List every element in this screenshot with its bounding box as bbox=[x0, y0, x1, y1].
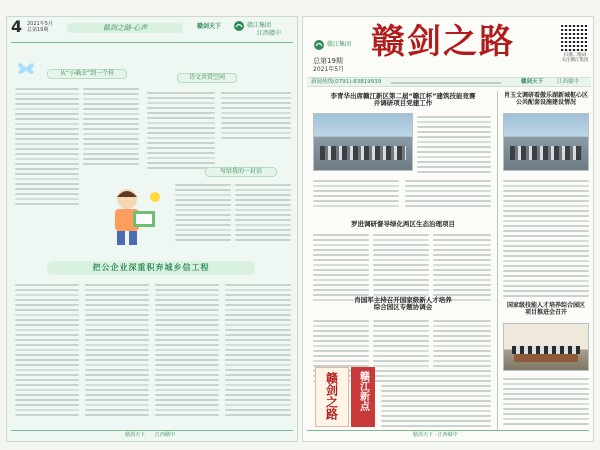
article-4-col-4 bbox=[225, 281, 291, 419]
header-rule bbox=[11, 42, 293, 43]
section-title-3: 写给我的一封信 bbox=[219, 167, 262, 175]
issue-date: 2021年5月 bbox=[313, 66, 345, 73]
right-company-logo bbox=[313, 39, 351, 51]
article-4-col-3 bbox=[155, 281, 219, 419]
article-1-col-2 bbox=[83, 85, 139, 168]
issue-info: 2021年5月 总第19期 bbox=[27, 21, 53, 33]
header-brand-left: 赣剑天下 bbox=[197, 23, 222, 30]
side-stamp-2-box bbox=[351, 367, 375, 427]
section-title-1-banner bbox=[47, 69, 127, 79]
headline-4: 肖国军主持召开国家级新人才培养 综合园区专题协调会 bbox=[354, 296, 452, 312]
article-3-col-2 bbox=[235, 181, 291, 244]
section-title-1: 从“小确幸”到一个样 bbox=[59, 69, 115, 77]
photo-2 bbox=[503, 113, 589, 171]
masthead-title: 赣剑之路 bbox=[371, 22, 515, 62]
article-r3-col-3 bbox=[433, 231, 491, 304]
hotline-bar bbox=[307, 77, 591, 87]
section-title-3-banner bbox=[205, 167, 277, 177]
company-logo-icon bbox=[233, 20, 245, 32]
photo-3 bbox=[503, 323, 589, 371]
article-r3-col-1 bbox=[313, 231, 369, 304]
article-4-col-2 bbox=[85, 281, 149, 419]
header-slogan-banner bbox=[67, 23, 183, 33]
article-1-col-1 bbox=[15, 85, 79, 208]
headline-3: 罗进调研督导绿化两区生态治理项目 bbox=[351, 220, 455, 228]
side-stamp-2: 赣江新点 bbox=[357, 371, 369, 411]
right-page bbox=[302, 16, 594, 442]
article-2-col-2 bbox=[221, 89, 291, 142]
child-reading-illustration bbox=[103, 185, 165, 251]
section-title-2: 诗文共赏空间 bbox=[188, 73, 225, 81]
right-footer-rule bbox=[307, 430, 589, 431]
child-reading-icon bbox=[103, 185, 165, 251]
slogan-left: 赣剑天下 bbox=[521, 79, 544, 85]
left-page bbox=[6, 16, 298, 442]
company-logo-icon bbox=[313, 39, 325, 51]
article-r3-col-2 bbox=[373, 231, 429, 304]
left-footer-brand-left: 赣剑天下 bbox=[125, 432, 146, 439]
article-r1-col-2 bbox=[313, 177, 399, 210]
headline-5: 国家级技能人才培养综合园区 项目推进会召开 bbox=[506, 302, 585, 316]
article-2-col-1 bbox=[147, 89, 215, 172]
issue-number: 总第19期 bbox=[313, 57, 343, 65]
right-company-logo-text: 赣江集团 bbox=[327, 40, 352, 48]
photo-1 bbox=[313, 113, 413, 171]
slogan-right: 江西赣中 bbox=[557, 79, 580, 85]
side-stamp-1: 赣剑之路 bbox=[324, 372, 339, 420]
section-title-2-banner bbox=[177, 73, 237, 83]
main-banner bbox=[47, 261, 255, 275]
butterfly-icon bbox=[15, 59, 37, 77]
side-stamp-1-box bbox=[315, 367, 349, 427]
left-footer-rule bbox=[11, 430, 293, 431]
company-logo-text: 赣江集团 bbox=[247, 21, 272, 29]
article-r1-col-3 bbox=[405, 177, 491, 210]
left-footer-brand-right: 江西赣中 bbox=[155, 432, 176, 439]
qr-caption: 扫描二维码 关注赣江集团 bbox=[561, 53, 589, 64]
qr-code[interactable] bbox=[561, 25, 587, 51]
headline-2: 肖玉文调研看傲乐湖新城枢心区 公共配套设施建设情况 bbox=[503, 92, 588, 106]
page-number: 4 bbox=[11, 17, 23, 36]
right-footer: 赣剑天下 · 江西赣中 bbox=[413, 432, 458, 439]
article-r2 bbox=[503, 177, 589, 300]
article-r1-col-1 bbox=[417, 113, 491, 176]
article-4-col-1 bbox=[15, 281, 79, 419]
article-3-col-1 bbox=[175, 181, 231, 244]
header-slogan: 赣剑之路·心声 bbox=[102, 23, 148, 32]
hotline: 新闻热线(0791)-83819939 bbox=[311, 79, 382, 85]
headline-1: 李青华出席赣江新区第二届“赣江杯”建筑技能竞赛 并调研项目党建工作 bbox=[330, 92, 476, 108]
article-r6 bbox=[503, 375, 589, 428]
main-banner-text: 把公企业深重积弃城乡信工程 bbox=[92, 263, 210, 273]
article-r5-col bbox=[381, 367, 491, 430]
header-brand-right: 江西赣中 bbox=[257, 30, 282, 37]
